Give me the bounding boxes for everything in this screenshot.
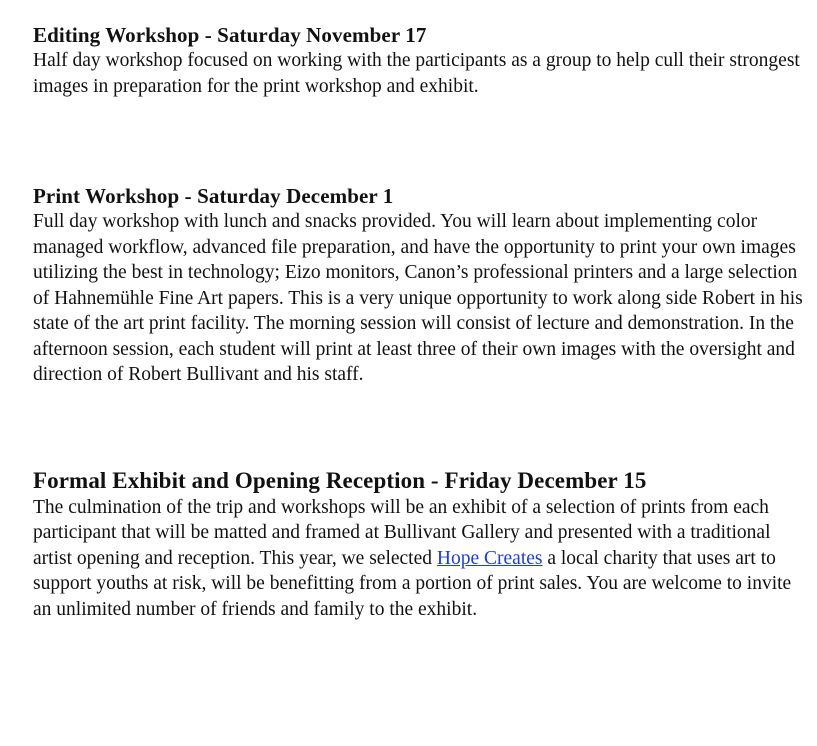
hope-creates-link[interactable]: Hope Creates [436, 547, 543, 569]
print-workshop-heading: Print Workshop - Saturday December 1 [33, 184, 394, 208]
section-spacer [33, 388, 803, 467]
editing-workshop-section [33, 22, 803, 99]
print-workshop-description: Full day workshop with lunch and snacks provided. You will learn about implementing color managed workflow, advanced file preparation, and have the opportunity to print your own images utilizing the best in technology; Eizo monitors, Canon’s professional printers and a large selection of Hahnemühle Fine Art papers. This is a very unique opportunity to work along side Robert in his state of the art print facility. The morning session will consist of lecture and demonstration. In the afternoon session, each student will print at least three of their own images with the oversight and direction of Robert Bullivant and his staff. [33, 211, 803, 385]
exhibit-section [33, 467, 803, 623]
exhibit-description-after-link: a local charity that uses art to support youths at risk, will be benefitting from a portion of print sales. You are welcome to invite an unlimited number of friends and family to the exhibit. [33, 547, 792, 620]
print-workshop-section [33, 183, 803, 388]
editing-workshop-heading: Editing Workshop - Saturday November 17 [33, 23, 427, 47]
section-spacer [33, 99, 803, 183]
exhibit-description [33, 495, 803, 623]
exhibit-heading: Formal Exhibit and Opening Reception - Friday December 15 [33, 467, 647, 493]
exhibit-description-before-link: The culmination of the trip and workshops will be an exhibit of a selection of prints from each participant that will be matted and framed at Bullivant Gallery and presented with a traditional artist opening and reception. This year, we selected [33, 496, 771, 569]
document-page [33, 22, 803, 622]
editing-workshop-description: Half day workshop focused on working with the participants as a group to help cull their strongest images in preparation for the print workshop and exhibit. [33, 50, 800, 97]
